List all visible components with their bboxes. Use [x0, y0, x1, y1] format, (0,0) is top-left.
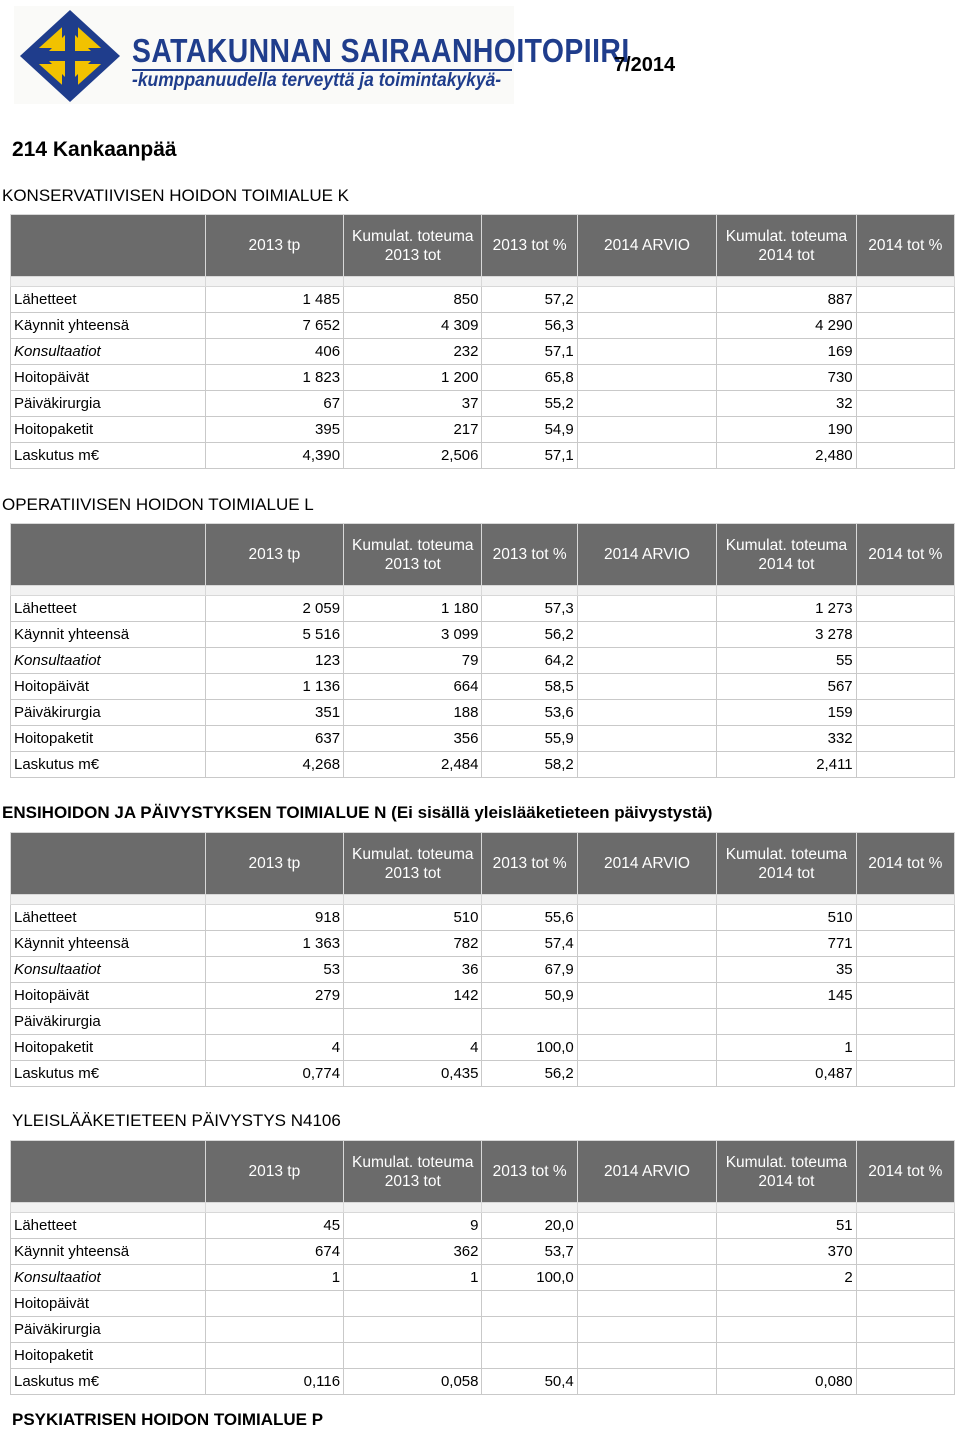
row-label: Hoitopäivät — [11, 1291, 206, 1317]
next-section-title: PSYKIATRISEN HOIDON TOIMIALUE P — [12, 1410, 324, 1429]
organization-name: SATAKUNNAN SAIRAANHOITOPIIRI — [132, 32, 630, 69]
column-header: 2013 tot % — [482, 1141, 577, 1203]
spacer-row — [11, 586, 955, 596]
cell-pct-2014 — [856, 1265, 954, 1291]
table-row — [11, 752, 955, 778]
cell-kumulat-2013: 362 — [344, 1239, 482, 1265]
table-row — [11, 1239, 955, 1265]
cell-kumulat-2014: 2 — [717, 1265, 856, 1291]
header-row — [11, 833, 955, 895]
column-header — [11, 1141, 206, 1203]
cell-pct-2014 — [856, 1061, 954, 1087]
cell-pct-2014 — [856, 1239, 954, 1265]
cell-pct-2013: 55,6 — [482, 905, 577, 931]
cell-pct-2013: 57,3 — [482, 596, 577, 622]
cell-pct-2014 — [856, 443, 954, 469]
row-label: Hoitopaketit — [11, 1035, 206, 1061]
row-label: Hoitopaketit — [11, 417, 206, 443]
row-label: Hoitopaketit — [11, 726, 206, 752]
column-header: 2014 ARVIO — [577, 524, 716, 586]
cell-tp-2013: 918 — [205, 905, 343, 931]
column-header: 2013 tp — [205, 833, 343, 895]
cell-tp-2013: 5 516 — [205, 622, 343, 648]
row-label: Hoitopaketit — [11, 1343, 206, 1369]
table-row — [11, 983, 955, 1009]
cell-tp-2013: 4,268 — [205, 752, 343, 778]
cell-arvio-2014 — [577, 596, 716, 622]
cell-kumulat-2014 — [717, 1317, 856, 1343]
cell-kumulat-2013 — [344, 1009, 482, 1035]
table-row — [11, 1035, 955, 1061]
column-header: Kumulat. toteuma 2013 tot — [344, 215, 482, 277]
cell-arvio-2014 — [577, 726, 716, 752]
cell-arvio-2014 — [577, 622, 716, 648]
column-header: 2014 ARVIO — [577, 833, 716, 895]
cell-kumulat-2013: 4 — [344, 1035, 482, 1061]
cell-pct-2013: 53,7 — [482, 1239, 577, 1265]
table-row — [11, 1213, 955, 1239]
cell-pct-2014 — [856, 700, 954, 726]
cell-tp-2013: 395 — [205, 417, 343, 443]
cell-arvio-2014 — [577, 700, 716, 726]
cell-tp-2013 — [205, 1009, 343, 1035]
cell-kumulat-2014 — [717, 1009, 856, 1035]
row-label: Laskutus m€ — [11, 1061, 206, 1087]
cell-pct-2014 — [856, 1035, 954, 1061]
cell-tp-2013: 123 — [205, 648, 343, 674]
cell-pct-2014 — [856, 1291, 954, 1317]
cell-arvio-2014 — [577, 365, 716, 391]
cell-kumulat-2013: 2,506 — [344, 443, 482, 469]
page-title: 214 Kankaanpää — [12, 138, 177, 161]
column-header: 2014 tot % — [856, 524, 954, 586]
column-header: 2013 tp — [205, 1141, 343, 1203]
cell-arvio-2014 — [577, 1265, 716, 1291]
cell-kumulat-2014 — [717, 1291, 856, 1317]
cell-pct-2014 — [856, 313, 954, 339]
cell-tp-2013: 1 363 — [205, 931, 343, 957]
cell-kumulat-2013 — [344, 1317, 482, 1343]
cell-tp-2013: 637 — [205, 726, 343, 752]
cell-tp-2013: 1 136 — [205, 674, 343, 700]
cell-kumulat-2013: 664 — [344, 674, 482, 700]
report-date: 7/2014 — [614, 54, 676, 76]
cell-kumulat-2014: 159 — [717, 700, 856, 726]
cell-pct-2013 — [482, 1317, 577, 1343]
column-header: 2013 tot % — [482, 524, 577, 586]
cell-tp-2013: 1 823 — [205, 365, 343, 391]
cell-kumulat-2014: 1 273 — [717, 596, 856, 622]
table-row — [11, 700, 955, 726]
cell-pct-2013: 56,2 — [482, 622, 577, 648]
cell-kumulat-2013: 1 200 — [344, 365, 482, 391]
cell-arvio-2014 — [577, 287, 716, 313]
cell-tp-2013: 7 652 — [205, 313, 343, 339]
cell-kumulat-2013: 782 — [344, 931, 482, 957]
column-header — [11, 524, 206, 586]
data-table — [10, 832, 955, 1087]
cell-pct-2013: 56,2 — [482, 1061, 577, 1087]
cell-pct-2013: 57,1 — [482, 443, 577, 469]
cell-pct-2013 — [482, 1343, 577, 1369]
table-row — [11, 596, 955, 622]
cell-kumulat-2014: 2,411 — [717, 752, 856, 778]
table-row — [11, 1369, 955, 1395]
table-row — [11, 648, 955, 674]
cell-kumulat-2013: 4 309 — [344, 313, 482, 339]
cell-arvio-2014 — [577, 983, 716, 1009]
table-row — [11, 931, 955, 957]
cell-kumulat-2014: 510 — [717, 905, 856, 931]
cell-kumulat-2013: 142 — [344, 983, 482, 1009]
cell-arvio-2014 — [577, 905, 716, 931]
cell-pct-2014 — [856, 417, 954, 443]
column-header: 2013 tp — [205, 215, 343, 277]
cell-kumulat-2014: 35 — [717, 957, 856, 983]
cell-kumulat-2014: 730 — [717, 365, 856, 391]
section-title: KONSERVATIIVISEN HOIDON TOIMIALUE K — [2, 186, 350, 205]
cell-pct-2013: 57,1 — [482, 339, 577, 365]
table-row — [11, 339, 955, 365]
cell-pct-2014 — [856, 391, 954, 417]
column-header: Kumulat. toteuma 2014 tot — [717, 1141, 856, 1203]
cell-kumulat-2014: 567 — [717, 674, 856, 700]
column-header: 2013 tot % — [482, 215, 577, 277]
row-label: Käynnit yhteensä — [11, 931, 206, 957]
row-label: Laskutus m€ — [11, 443, 206, 469]
cell-arvio-2014 — [577, 674, 716, 700]
cell-pct-2013: 67,9 — [482, 957, 577, 983]
column-header: 2013 tp — [205, 524, 343, 586]
cell-pct-2014 — [856, 622, 954, 648]
table-row — [11, 905, 955, 931]
cell-pct-2014 — [856, 365, 954, 391]
table-row — [11, 417, 955, 443]
row-label: Konsultaatiot — [11, 957, 206, 983]
table-row — [11, 674, 955, 700]
cell-kumulat-2014: 2,480 — [717, 443, 856, 469]
cell-kumulat-2013: 850 — [344, 287, 482, 313]
table-row — [11, 1291, 955, 1317]
row-label: Käynnit yhteensä — [11, 313, 206, 339]
cell-kumulat-2013: 1 — [344, 1265, 482, 1291]
table-row — [11, 957, 955, 983]
cell-arvio-2014 — [577, 1317, 716, 1343]
column-header — [11, 215, 206, 277]
cell-pct-2014 — [856, 1343, 954, 1369]
column-header: Kumulat. toteuma 2013 tot — [344, 1141, 482, 1203]
cell-kumulat-2013: 0,058 — [344, 1369, 482, 1395]
cell-pct-2013: 55,2 — [482, 391, 577, 417]
table-row — [11, 313, 955, 339]
cell-kumulat-2014: 370 — [717, 1239, 856, 1265]
cell-arvio-2014 — [577, 931, 716, 957]
cell-arvio-2014 — [577, 443, 716, 469]
cell-pct-2014 — [856, 339, 954, 365]
cell-arvio-2014 — [577, 957, 716, 983]
row-label: Päiväkirurgia — [11, 1317, 206, 1343]
column-header: 2014 tot % — [856, 1141, 954, 1203]
cell-arvio-2014 — [577, 1343, 716, 1369]
column-header: Kumulat. toteuma 2014 tot — [717, 524, 856, 586]
cell-tp-2013: 0,116 — [205, 1369, 343, 1395]
cell-tp-2013 — [205, 1343, 343, 1369]
spacer-row — [11, 895, 955, 905]
row-label: Hoitopäivät — [11, 365, 206, 391]
cell-kumulat-2014: 4 290 — [717, 313, 856, 339]
row-label: Päiväkirurgia — [11, 700, 206, 726]
cell-kumulat-2013: 3 099 — [344, 622, 482, 648]
column-header: Kumulat. toteuma 2014 tot — [717, 833, 856, 895]
row-label: Konsultaatiot — [11, 1265, 206, 1291]
row-label: Lähetteet — [11, 596, 206, 622]
organization-slogan: -kumppanuudella terveyttä ja toimintakykyä- — [132, 70, 502, 91]
column-header: Kumulat. toteuma 2014 tot — [717, 215, 856, 277]
cell-kumulat-2013: 188 — [344, 700, 482, 726]
cell-pct-2013: 50,9 — [482, 983, 577, 1009]
cell-kumulat-2013: 37 — [344, 391, 482, 417]
cell-pct-2013: 56,3 — [482, 313, 577, 339]
cell-kumulat-2013: 0,435 — [344, 1061, 482, 1087]
column-header: 2013 tot % — [482, 833, 577, 895]
cell-pct-2013: 50,4 — [482, 1369, 577, 1395]
cell-kumulat-2014: 169 — [717, 339, 856, 365]
column-header: 2014 ARVIO — [577, 1141, 716, 1203]
cell-kumulat-2013: 79 — [344, 648, 482, 674]
cell-kumulat-2013: 9 — [344, 1213, 482, 1239]
cell-arvio-2014 — [577, 1291, 716, 1317]
cell-pct-2013: 100,0 — [482, 1035, 577, 1061]
cell-kumulat-2013: 217 — [344, 417, 482, 443]
cell-pct-2013: 20,0 — [482, 1213, 577, 1239]
column-header — [11, 833, 206, 895]
table-row — [11, 1265, 955, 1291]
section-title: OPERATIIVISEN HOIDON TOIMIALUE L — [2, 495, 314, 514]
cell-arvio-2014 — [577, 417, 716, 443]
cell-pct-2013: 54,9 — [482, 417, 577, 443]
cell-pct-2013: 57,4 — [482, 931, 577, 957]
cell-pct-2014 — [856, 596, 954, 622]
cell-arvio-2014 — [577, 752, 716, 778]
cell-pct-2014 — [856, 957, 954, 983]
row-label: Käynnit yhteensä — [11, 1239, 206, 1265]
cell-pct-2014 — [856, 1369, 954, 1395]
row-label: Päiväkirurgia — [11, 391, 206, 417]
cell-pct-2014 — [856, 1213, 954, 1239]
cell-pct-2014 — [856, 905, 954, 931]
cell-tp-2013: 0,774 — [205, 1061, 343, 1087]
row-label: Laskutus m€ — [11, 1369, 206, 1395]
cell-tp-2013: 4,390 — [205, 443, 343, 469]
row-label: Konsultaatiot — [11, 339, 206, 365]
cell-pct-2013: 58,2 — [482, 752, 577, 778]
cell-tp-2013: 674 — [205, 1239, 343, 1265]
cell-kumulat-2014: 0,487 — [717, 1061, 856, 1087]
cell-kumulat-2014: 32 — [717, 391, 856, 417]
header-row — [11, 1141, 955, 1203]
cell-kumulat-2014: 771 — [717, 931, 856, 957]
cell-pct-2013: 100,0 — [482, 1265, 577, 1291]
column-header: 2014 tot % — [856, 215, 954, 277]
cell-pct-2014 — [856, 648, 954, 674]
row-label: Hoitopäivät — [11, 674, 206, 700]
row-label: Päiväkirurgia — [11, 1009, 206, 1035]
cell-tp-2013 — [205, 1291, 343, 1317]
cell-pct-2013: 65,8 — [482, 365, 577, 391]
cell-pct-2014 — [856, 1009, 954, 1035]
spacer-row — [11, 1203, 955, 1213]
column-header: 2014 ARVIO — [577, 215, 716, 277]
cross-emblem-icon — [14, 6, 132, 104]
cell-kumulat-2013: 36 — [344, 957, 482, 983]
cell-kumulat-2013: 1 180 — [344, 596, 482, 622]
row-label: Lähetteet — [11, 1213, 206, 1239]
cell-kumulat-2013 — [344, 1291, 482, 1317]
table-row — [11, 622, 955, 648]
section-title: YLEISLÄÄKETIETEEN PÄIVYSTYS N4106 — [12, 1111, 341, 1130]
row-label: Konsultaatiot — [11, 648, 206, 674]
cell-kumulat-2013: 2,484 — [344, 752, 482, 778]
cell-kumulat-2014: 332 — [717, 726, 856, 752]
table-row — [11, 726, 955, 752]
cell-tp-2013: 1 485 — [205, 287, 343, 313]
cell-pct-2013: 53,6 — [482, 700, 577, 726]
cell-tp-2013: 1 — [205, 1265, 343, 1291]
table-row — [11, 391, 955, 417]
section-title: ENSIHOIDON JA PÄIVYSTYKSEN TOIMIALUE N (Ei sisällä yleislääketieteen päivystystä) — [2, 803, 713, 822]
cell-tp-2013 — [205, 1317, 343, 1343]
cell-pct-2013 — [482, 1009, 577, 1035]
cell-tp-2013: 67 — [205, 391, 343, 417]
cell-pct-2014 — [856, 726, 954, 752]
table-row — [11, 1061, 955, 1087]
cell-arvio-2014 — [577, 1239, 716, 1265]
cell-kumulat-2014: 51 — [717, 1213, 856, 1239]
cell-kumulat-2014: 55 — [717, 648, 856, 674]
row-label: Lähetteet — [11, 287, 206, 313]
cell-arvio-2014 — [577, 391, 716, 417]
cell-kumulat-2014: 887 — [717, 287, 856, 313]
cell-kumulat-2013: 356 — [344, 726, 482, 752]
data-table — [10, 1140, 955, 1395]
cell-kumulat-2014 — [717, 1343, 856, 1369]
cell-tp-2013: 45 — [205, 1213, 343, 1239]
cell-arvio-2014 — [577, 648, 716, 674]
cell-kumulat-2014: 3 278 — [717, 622, 856, 648]
header-row — [11, 524, 955, 586]
cell-tp-2013: 4 — [205, 1035, 343, 1061]
cell-tp-2013: 406 — [205, 339, 343, 365]
column-header: Kumulat. toteuma 2013 tot — [344, 833, 482, 895]
cell-arvio-2014 — [577, 1035, 716, 1061]
report-header — [0, 0, 960, 110]
organization-logo — [14, 6, 630, 104]
cell-tp-2013: 53 — [205, 957, 343, 983]
cell-tp-2013: 351 — [205, 700, 343, 726]
table-row — [11, 1317, 955, 1343]
cell-kumulat-2013: 232 — [344, 339, 482, 365]
cell-pct-2014 — [856, 674, 954, 700]
row-label: Käynnit yhteensä — [11, 622, 206, 648]
cell-pct-2014 — [856, 287, 954, 313]
table-row — [11, 1009, 955, 1035]
header-row — [11, 215, 955, 277]
cell-pct-2013: 64,2 — [482, 648, 577, 674]
cell-arvio-2014 — [577, 1369, 716, 1395]
table-row — [11, 1343, 955, 1369]
cell-kumulat-2014: 0,080 — [717, 1369, 856, 1395]
column-header: 2014 tot % — [856, 833, 954, 895]
row-label: Lähetteet — [11, 905, 206, 931]
cell-kumulat-2014: 145 — [717, 983, 856, 1009]
cell-arvio-2014 — [577, 339, 716, 365]
data-table — [10, 523, 955, 778]
row-label: Hoitopäivät — [11, 983, 206, 1009]
cell-pct-2013: 57,2 — [482, 287, 577, 313]
cell-pct-2014 — [856, 1317, 954, 1343]
table-row — [11, 365, 955, 391]
cell-pct-2013 — [482, 1291, 577, 1317]
table-row — [11, 287, 955, 313]
cell-arvio-2014 — [577, 1009, 716, 1035]
cell-pct-2014 — [856, 983, 954, 1009]
table-row — [11, 443, 955, 469]
cell-tp-2013: 279 — [205, 983, 343, 1009]
cell-kumulat-2013 — [344, 1343, 482, 1369]
cell-pct-2013: 55,9 — [482, 726, 577, 752]
cell-arvio-2014 — [577, 1213, 716, 1239]
spacer-row — [11, 277, 955, 287]
cell-arvio-2014 — [577, 313, 716, 339]
row-label: Laskutus m€ — [11, 752, 206, 778]
cell-kumulat-2014: 1 — [717, 1035, 856, 1061]
cell-pct-2014 — [856, 931, 954, 957]
data-table — [10, 214, 955, 469]
cell-kumulat-2014: 190 — [717, 417, 856, 443]
cell-kumulat-2013: 510 — [344, 905, 482, 931]
cell-arvio-2014 — [577, 1061, 716, 1087]
column-header: Kumulat. toteuma 2013 tot — [344, 524, 482, 586]
cell-tp-2013: 2 059 — [205, 596, 343, 622]
cell-pct-2013: 58,5 — [482, 674, 577, 700]
cell-pct-2014 — [856, 752, 954, 778]
